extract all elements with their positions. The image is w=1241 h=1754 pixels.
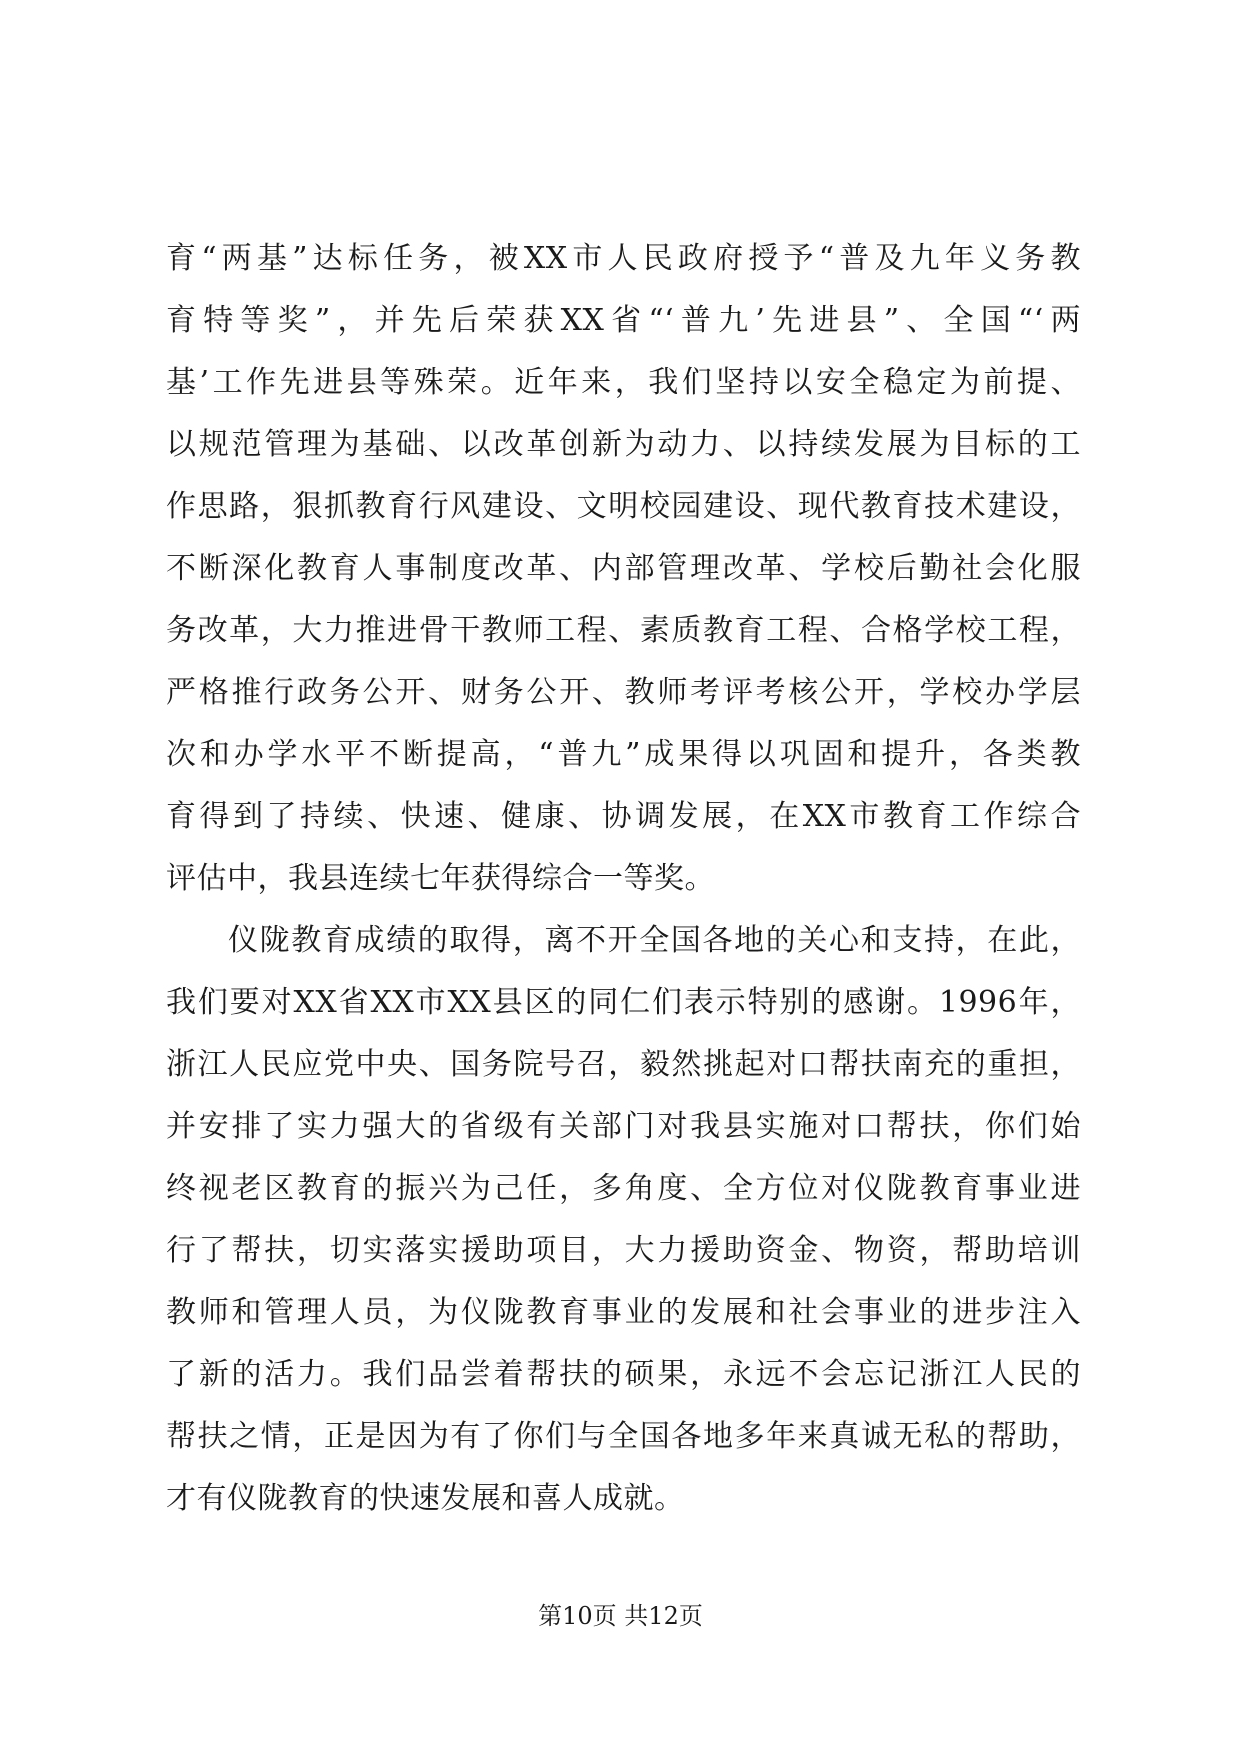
page-footer: 第10页 共12页	[538, 1602, 703, 1630]
text-line: 了新的活力。我们品尝着帮扶的硕果，永远不会忘记浙江人民的	[166, 1357, 1081, 1392]
text-line: 终视老区教育的振兴为己任，多角度、全方位对仪陇教育事业进	[166, 1171, 1081, 1206]
body-text	[166, 228, 1081, 1530]
text-line: 育得到了持续、快速、健康、协调发展，在XX市教育工作综合	[166, 799, 1081, 834]
text-line: 帮扶之情，正是因为有了你们与全国各地多年来真诚无私的帮助，	[166, 1419, 1081, 1454]
text-line: 行了帮扶，切实落实援助项目，大力援助资金、物资，帮助培训	[166, 1233, 1081, 1268]
text-line: 育特等奖”，并先后荣获XX省“‘普九’先进县”、全国“‘两	[166, 303, 1081, 338]
text-line: 不断深化教育人事制度改革、内部管理改革、学校后勤社会化服	[166, 551, 1081, 586]
text-line: 育“两基”达标任务，被XX市人民政府授予“普及九年义务教	[166, 241, 1081, 276]
text-line: 以规范管理为基础、以改革创新为动力、以持续发展为目标的工	[166, 427, 1081, 462]
text-line: 基’工作先进县等殊荣。近年来，我们坚持以安全稳定为前提、	[166, 365, 1081, 400]
text-line: 作思路，狠抓教育行风建设、文明校园建设、现代教育技术建设，	[166, 489, 1081, 524]
paragraph-1	[166, 228, 1081, 910]
text-line: 次和办学水平不断提高，“普九”成果得以巩固和提升，各类教	[166, 737, 1081, 772]
text-line: 评估中，我县连续七年获得综合一等奖。	[166, 861, 715, 896]
text-line: 浙江人民应党中央、国务院号召，毅然挑起对口帮扶南充的重担，	[166, 1047, 1081, 1082]
text-line: 严格推行政务公开、财务公开、教师考评考核公开，学校办学层	[166, 675, 1081, 710]
paragraph-2	[166, 910, 1081, 1530]
text-line: 教师和管理人员，为仪陇教育事业的发展和社会事业的进步注入	[166, 1295, 1081, 1330]
text-line: 并安排了实力强大的省级有关部门对我县实施对口帮扶，你们始	[166, 1109, 1081, 1144]
text-line: 仪陇教育成绩的取得，离不开全国各地的关心和支持，在此，	[228, 923, 1081, 958]
text-line: 才有仪陇教育的快速发展和喜人成就。	[166, 1481, 685, 1516]
text-line: 我们要对XX省XX市XX县区的同仁们表示特别的感谢。1996年，	[166, 985, 1081, 1020]
text-line: 务改革，大力推进骨干教师工程、素质教育工程、合格学校工程，	[166, 613, 1081, 648]
